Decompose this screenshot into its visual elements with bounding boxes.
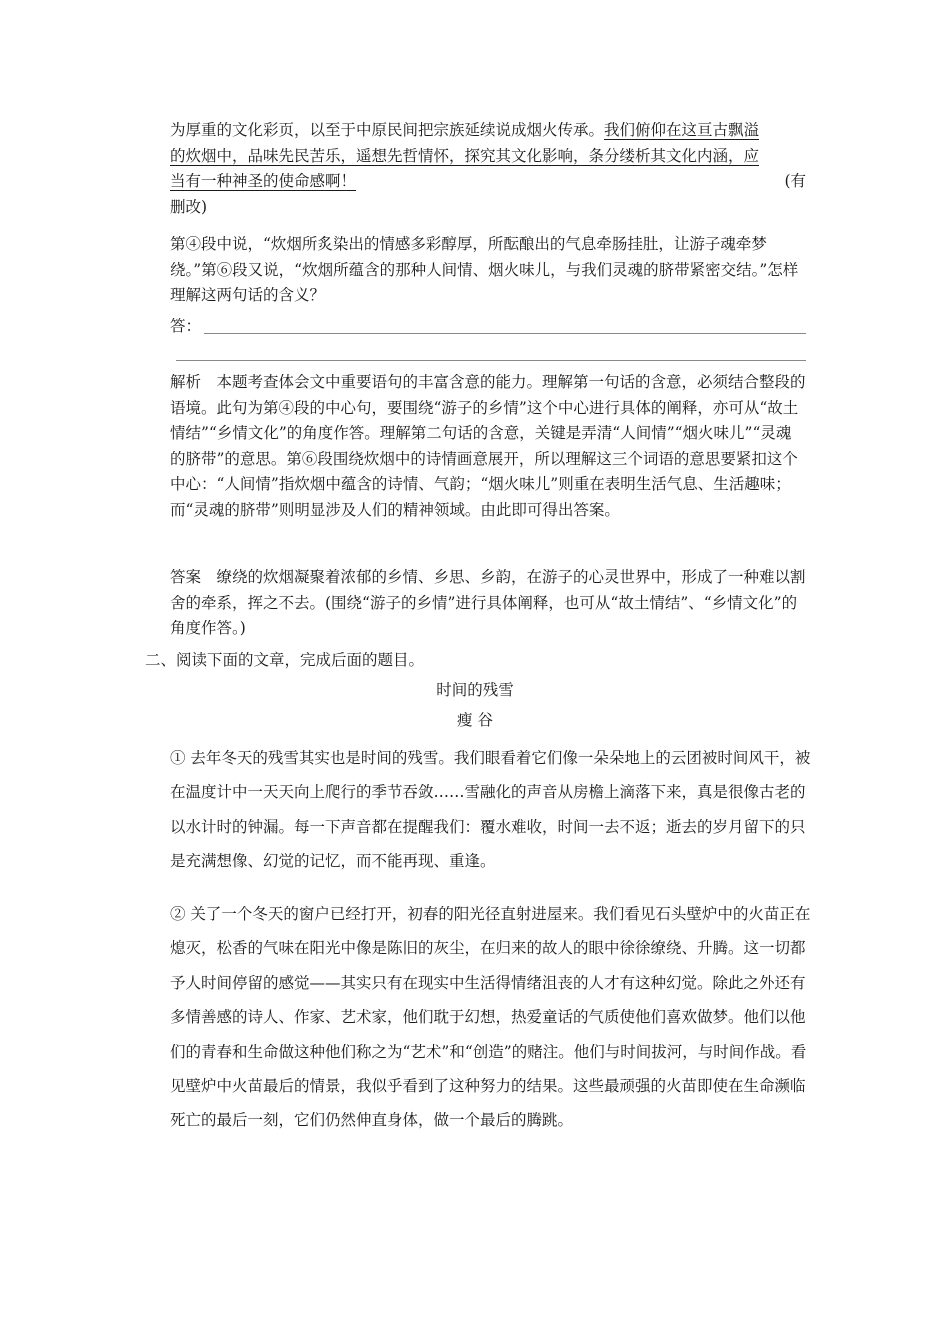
question-text: 第④段中说，“炊烟所炙染出的情感多彩醇厚，所酝酿出的气息牵肠挂肚，让游子魂牵梦绕。”第⑥段又说，“炊烟所蕴含的那种人间情、烟火味儿，与我们灵魂的脐带紧密交结。”怎样理解这两句话的含义？: [170, 235, 799, 304]
answer-text: 答案 缭绕的炊烟凝聚着浓郁的乡情、乡思、乡韵，在游子的心灵世界中，形成了一种难以割舍的牵系，挥之不去。(围绕“游子的乡情”进行具体阐释，也可从“故土情结”、“乡情文化”的角度作答。): [170, 568, 806, 637]
passage-text: 为厚重的文化彩页，以至于中原民间把宗族延续说成烟火传承。: [170, 121, 605, 139]
answer-row: [170, 314, 806, 340]
answer-line[interactable]: [204, 333, 806, 334]
analysis-text: 解析 本题考查体会文中重要语句的丰富含意的能力。理解第一句话的含意，必须结合整段的语境。此句为第④段的中心句，要围绕“游子的乡情”这个中心进行具体的阐释，亦可从“故土情结”“乡情文化”的角度作答。理解第二句话的含意，关键是弄清“人间情”“烟火味儿”“灵魂的脐带”的意思。第⑥段围绕炊烟中的诗情画意展开，所以理解这三个词语的意思要紧扣这个中心：“人间情”指炊烟中蕴含的诗情、气韵；“烟火味儿”则重在表明生活气息、生活趣味；而“灵魂的脐带”则明显涉及人们的精神领域。由此即可得出答案。: [170, 373, 806, 519]
answer-label: 答：: [170, 317, 202, 335]
source-note: (有: [784, 172, 806, 190]
article-paragraph-1: ① 去年冬天的残雪其实也是时间的残雪。我们眼看着它们像一朵朵地上的云团被时间风干，被在温度计中一天天向上爬行的季节吞敛……雪融化的声音从房檐上滴落下来，真是很像古老的以水计时的钟漏。每一下声音都在提醒我们：覆水难收，时间一去不返；逝去的岁月留下的只是充满想像、幻觉的记忆，而不能再现、重逢。: [170, 749, 811, 871]
section-heading: 二、阅读下面的文章，完成后面的题目。: [145, 651, 425, 669]
article-author: 瘦 谷: [457, 711, 493, 729]
underlined-sentence: 当有一种神圣的使命感啊！: [170, 172, 357, 190]
passage-ending: [170, 118, 806, 220]
article-title: 时间的残雪: [436, 681, 514, 699]
underlined-sentence: 的炊烟中，品味先民苦乐，遥想先哲情怀，探究其文化影响，条分缕析其文化内涵，应: [170, 146, 760, 165]
source-note-end: 删改): [170, 197, 208, 216]
underlined-sentence: 我们俯仰在这亘古飘溢: [604, 121, 760, 139]
article-paragraph-2: ② 关了一个冬天的窗户已经打开，初春的阳光径直射进屋来。我们看见石头壁炉中的火苗正在熄灭，松香的气味在阳光中像是陈旧的灰尘，在归来的故人的眼中徐徐缭绕、升腾。这一切都予人时间停留的感觉——其实只有在现实中生活得情绪沮丧的人才有这种幻觉。除此之外还有多情善感的诗人、作家、艺术家，他们耽于幻想，热爱童话的气质使他们喜欢做梦。他们以他们的青春和生命做这种他们称之为“艺术”和“创造”的赌注。他们与时间拔河，与时间作战。看见壁炉中火苗最后的情景，我似乎看到了这种努力的结果。这些最顽强的火苗即使在生命濒临死亡的最后一刻，它们仍然伸直身体，做一个最后的腾跳。: [170, 905, 811, 1130]
answer-line-2[interactable]: [176, 360, 806, 361]
